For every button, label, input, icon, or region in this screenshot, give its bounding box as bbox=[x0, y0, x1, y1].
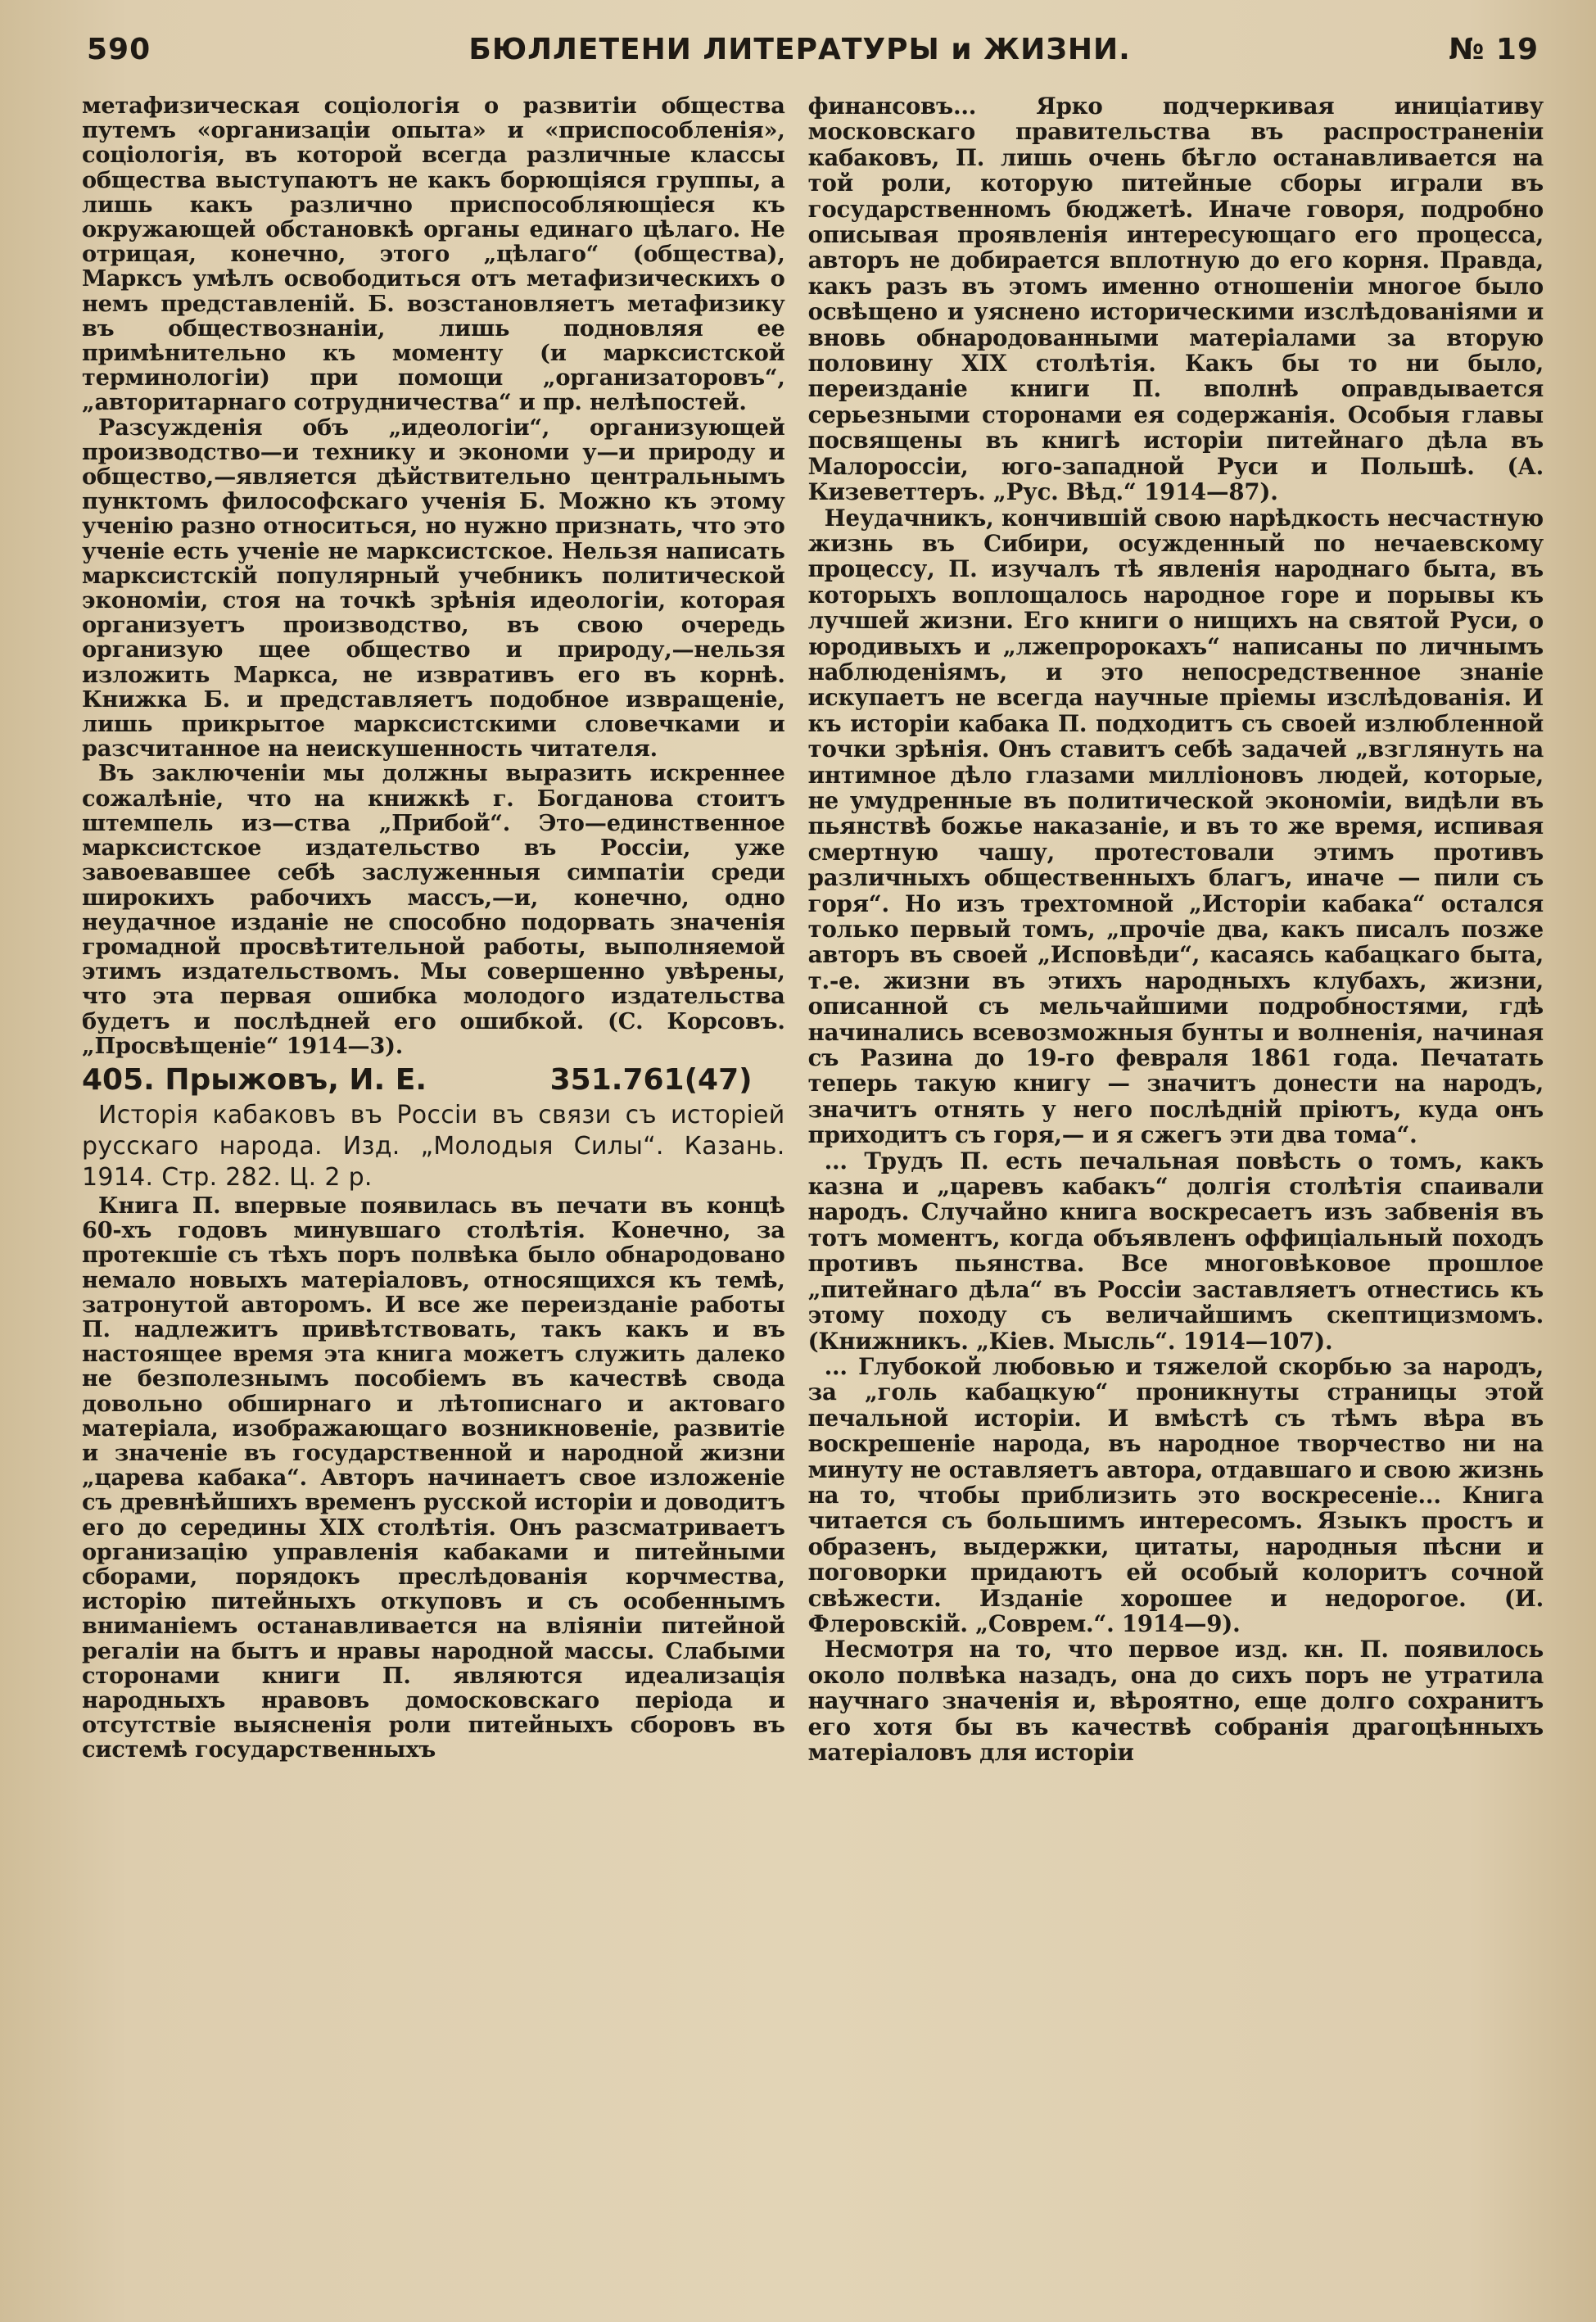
right-paragraph-4: ... Глубокой любовью и тяжелой скорбью за народъ, за „голь кабацкую“ проникнуты страницы этой печальной исторіи. И вмѣстѣ съ тѣмъ вѣра въ воскрешеніе народа, въ народное творчество ни на минуту не оставляетъ автора, отдавшаго и свою жизнь на то, чтобы приблизить это воскресеніе... Книга читается съ большимъ интересомъ. Языкъ простъ и образенъ, выдержки, цитаты, народныя пѣсни и поговорки придаютъ ей особый колоритъ сочной свѣжести. Изданіе хорошее и недорогое. (И. Флеровскій. „Соврем.“. 1914—9). bbox=[807, 1352, 1544, 1637]
right-paragraph-1: финансовъ... Ярко подчеркивая иниціативу московскаго правительства въ распространеніи кабаковъ, П. лишь очень бѣгло останавливается на той роли, которую питейные сборы играли въ государственномъ бюджетѣ. Иначе говоря, подробно описывая проявленія интересующаго его процесса, авторъ не добирается вплотную до его корня. Правда, какъ разъ въ этомъ именно отношеніи многое было освѣщено и уяснено историческими изслѣдованіями и вновь обнародованными матеріалами за вторую половину XIX столѣтія. Какъ бы то ни было, переизданіе книги П. вполнѣ оправдывается серьезными сторонами ея содержанія. Особыя главы посвящены въ книгѣ исторіи питейнаго дѣла въ Малороссіи, юго-западной Руси и Польшѣ. (А. Кизеветтеръ. „Рус. Вѣд.“ 1914—87). bbox=[807, 93, 1544, 506]
issue-number: № 19 bbox=[1449, 33, 1539, 66]
left-paragraph-1: метафизическая соціологія о развитіи общества путемъ «организаціи опыта» и «приспособленія», соціологія, въ которой всегда различные классы общества выступаютъ не какъ борющіяся группы, а лишь какъ различно приспособляющіеся къ окружающей обстановкѣ органы единаго цѣлаго. Не отрицая, конечно, этого „цѣлаго“ (общества), Марксъ умѣлъ освободиться отъ метафизическихъ о немъ представленій. Б. возстановляетъ метафизику въ обществознаніи, лишь подновляя ее примѣнительно къ моменту (и марксистской терминологіи) при помощи „организаторовъ“, „авторитарнаго сотрудничества“ и пр. нелѣпостей. bbox=[82, 93, 785, 416]
left-paragraph-4: Книга П. впервые появилась въ печати въ концѣ 60-хъ годовъ минувшаго столѣтія. Конечно, за протекшіе съ тѣхъ поръ полвѣка было обнародовано немало новыхъ матеріаловъ, относящихся къ темѣ, затронутой авторомъ. И все же переизданіе работы П. надлежитъ привѣтствовать, такъ какъ и въ настоящее время эта книга можетъ служить далеко не безполезнымъ пособіемъ въ качествѣ свода довольно обширнаго и лѣтописнаго и актоваго матеріала, изображающаго возникновеніе, развитіе и значеніе въ государственной и народной жизни „царева кабака“. Авторъ начинаетъ свое изложеніе съ древнѣйшихъ временъ русской исторіи и доводитъ его до середины XIX столѣтія. Онъ разсматриваетъ организацію управленія кабаками и питейными сборами, порядокъ преслѣдованія корчмества, исторію питейныхъ откуповъ и съ особеннымъ вниманіемъ останавливается на вліяніи питейной регаліи на бытъ и нравы народной массы. Слабыми сторонами книги П. являются идеализація народныхъ нравовъ домосковскаго періода и отсутствіе выясненія роли питейныхъ сборовъ въ системѣ государственныхъ bbox=[82, 1192, 785, 1763]
right-column bbox=[808, 93, 1555, 1765]
text-columns bbox=[41, 93, 1555, 1765]
entry-title-block bbox=[82, 1100, 785, 1193]
left-paragraph-3: Въ заключеніи мы должны выразить искреннее сожалѣніе, что на книжкѣ г. Богданова стоитъ штемпель из—ства „Прибой“. Это—единственное марксистское издательство въ Россіи, уже завоевавшее себѣ заслуженныя симпатіи среди широкихъ рабочихъ массъ,—и, конечно, одно неудачное изданіе не способно подорвать значенія громадной просвѣтительной работы, выполняемой этимъ издательствомъ. Мы совершенно увѣрены, что эта первая ошибка молодого издательства будетъ и послѣдней его ошибкой. (С. Корсовъ. „Просвѣщеніе“ 1914—3). bbox=[82, 760, 785, 1059]
right-paragraph-2: Неудачникъ, кончившій свою нарѣдкость несчастную жизнь въ Сибири, осужденный по нечаевскому процессу, П. изучалъ тѣ явленія народнаго быта, въ которыхъ воплощалось народное горе и порывы къ лучшей жизни. Его книги о нищихъ на святой Руси, о юродивыхъ и „лжепророкахъ“ написаны по личнымъ наблюденіямъ, и это непосредственное знаніе искупаетъ не всегда научные пріемы изслѣдованія. И къ исторіи кабака П. подходитъ съ своей излюбленной точки зрѣнія. Онъ ставитъ себѣ задачей „взглянуть на интимное дѣло глазами милліоновъ людей, которые, не умудренные въ политической экономіи, видѣли въ пьянствѣ божье наказаніе, и въ то же время, испивая смертную чашу, протестовали этимъ противъ различныхъ общественныхъ благъ, иначе — пили съ горя“. Но изъ трехтомной „Исторіи кабака“ остался только первый томъ, „прочіе два, какъ писалъ позже авторъ въ своей „Исповѣди“, касаясь кабацкаго быта, т.-е. жизни въ этихъ народныхъ клубахъ, жизни, описанной съ мельчайшими подробностями, гдѣ начинались всевозможныя бунты и волненія, начиная съ Разина до 19-го февраля 1861 года. Печатать теперь такую книгу — значитъ донести на народъ, значитъ отнять у него послѣдній пріютъ, куда онъ приходитъ съ горя,— и я сжегъ эти два тома“. bbox=[807, 504, 1544, 1149]
entry-heading bbox=[82, 1063, 785, 1097]
left-paragraph-2: Разсужденія объ „идеологіи“, организующей производство—и технику и экономи у—и природу и общество,—является дѣйствительно центральнымъ пунктомъ философскаго ученія Б. Можно къ этому ученію разно относиться, но нужно признать, что это ученіе есть ученіе не марксистское. Нельзя написать марксистскій популярный учебникъ политической экономіи, стоя на точкѣ зрѣнія идеологіи, которая организуетъ производство, въ свою очередь организую щее общество и природу,—нельзя изложить Маркса, не извративъ его въ корнѣ. Книжка Б. и представляетъ подобное извращеніе, лишь прикрытое марксистскими словечками и разсчитанное на неискушенность читателя. bbox=[82, 414, 785, 763]
entry-classification: 351.761(47) bbox=[549, 1062, 753, 1097]
page-number: 590 bbox=[87, 33, 151, 66]
running-head bbox=[41, 33, 1555, 79]
right-paragraph-3: ... Трудъ П. есть печальная повѣсть о томъ, какъ казна и „царевъ кабакъ“ долгія столѣтія спаивали народъ. Случайно книга воскресаетъ изъ забвенія въ тотъ моментъ, когда объявленъ оффиціальный походъ противъ пьянства. Все многовѣковое прошлое „питейнаго дѣла“ въ Россіи заставляетъ отнестись къ этому походу съ величайшимъ скептицизмомъ. (Книжникъ. „Кіев. Мысль“. 1914—107). bbox=[807, 1147, 1544, 1355]
left-column bbox=[41, 93, 785, 1765]
entry-number-name: 405. Прыжовъ, И. Е. bbox=[82, 1062, 427, 1097]
journal-title: БЮЛЛЕТЕНИ ЛИТЕРАТУРЫ и ЖИЗНИ. bbox=[468, 33, 1131, 66]
right-paragraph-5: Несмотря на то, что первое изд. кн. П. появилось около полвѣка назадъ, она до сихъ поръ не утратила научнаго значенія и, вѣроятно, еще долго сохранитъ его хотя бы въ качествѣ собранія драгоцѣнныхъ матеріаловъ для исторіи bbox=[807, 1636, 1544, 1766]
entry-title: Исторія кабаковъ въ Россіи въ связи съ исторіей русскаго народа. Изд. „Молодыя Силы“. Казань. 1914. Стр. 282. Ц. 2 р. bbox=[82, 1100, 785, 1192]
